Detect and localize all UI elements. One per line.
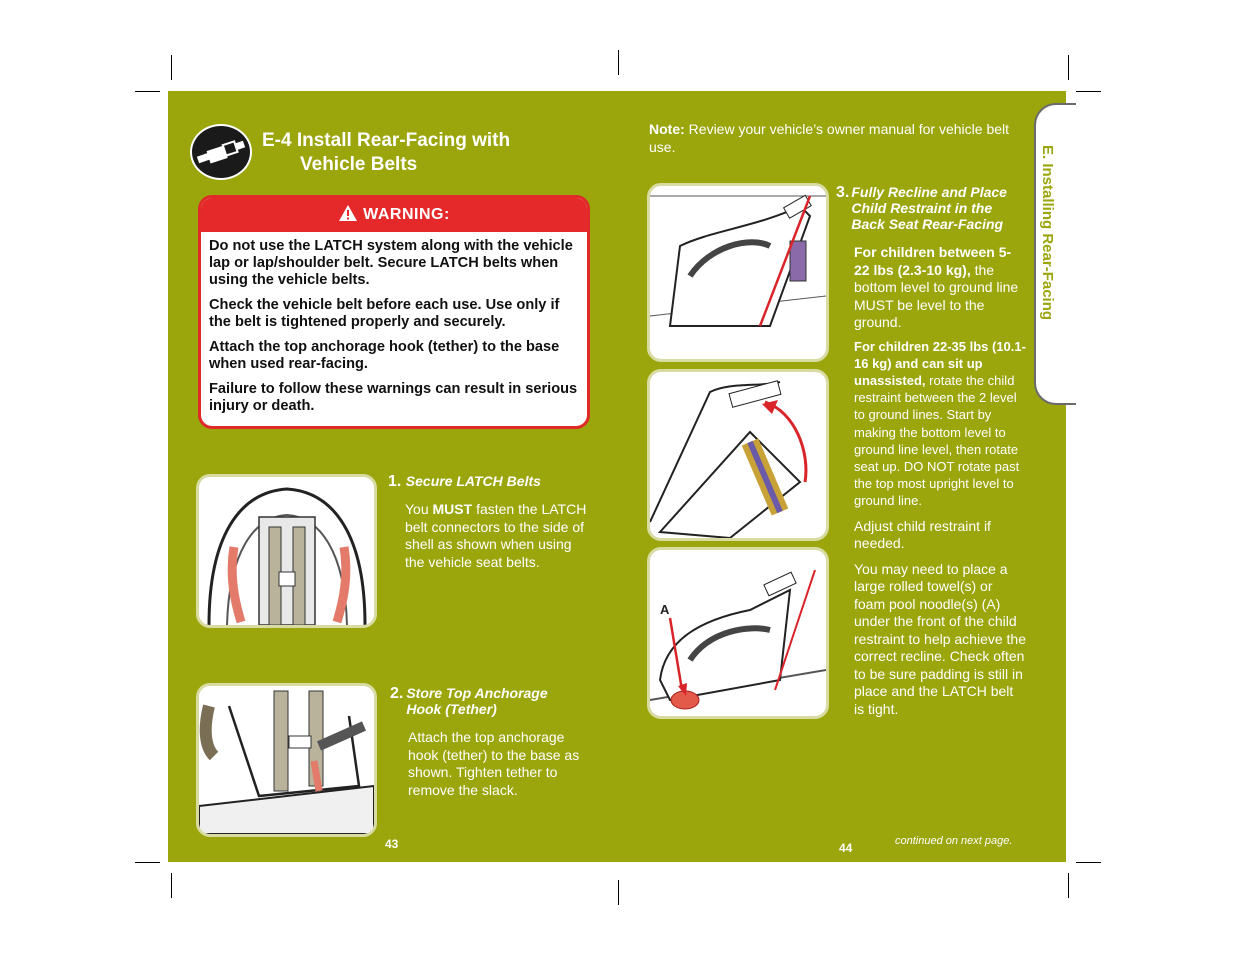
crop-mark — [135, 91, 160, 92]
note — [649, 121, 1009, 156]
section-title — [262, 129, 582, 177]
step3-title-line1: Fully Recline and Place — [851, 184, 1007, 200]
step3-number: 3. — [836, 184, 850, 201]
step2-number: 2. — [390, 685, 404, 702]
step3-para1-bold: For children between 5-22 lbs (2.3-10 kg), — [854, 244, 1012, 278]
tether-hook-illustration — [196, 683, 377, 837]
step2-title-line1: Store Top Anchorage — [406, 685, 548, 701]
page-number-right: 44 — [839, 841, 853, 855]
crop-mark — [171, 873, 172, 898]
crop-mark — [171, 55, 172, 80]
warning-body — [201, 232, 587, 415]
warning-header — [201, 198, 587, 232]
step2-title-line2: Hook (Tether) — [406, 701, 497, 717]
step1-number: 1. — [388, 473, 402, 490]
crop-mark — [1068, 55, 1069, 80]
crop-mark — [618, 50, 619, 75]
crop-mark — [1068, 873, 1069, 898]
crop-mark — [1076, 91, 1101, 92]
warning-heading: WARNING: — [363, 206, 450, 223]
step3-para1 — [836, 244, 1026, 332]
step2 — [390, 685, 590, 799]
continued-note: continued on next page. — [895, 835, 1013, 847]
step1-body — [388, 501, 588, 571]
note-text: Review your vehicle’s owner manual for vehicle belt use. — [649, 121, 1010, 155]
step1-body-bold: MUST — [432, 501, 473, 517]
recline-illustration-1 — [647, 183, 829, 362]
seatbelt-icon — [190, 124, 252, 180]
step2-body: Attach the top anchorage hook (tether) to the base as shown. Tighten tether to remove the slack. — [408, 729, 580, 798]
recline-illustration-2 — [647, 369, 829, 541]
label-a: A — [660, 602, 670, 617]
left-page — [168, 91, 617, 862]
step3-para1-text: the bottom level to ground line MUST be level to the ground. — [854, 261, 1019, 330]
note-label: Note: — [649, 121, 685, 137]
crop-mark — [1076, 862, 1101, 863]
step1-body-pre: You — [405, 501, 433, 517]
title-line1: Install Rear-Facing with — [296, 130, 511, 151]
crop-mark — [618, 880, 619, 905]
manual-spread — [168, 91, 1066, 862]
latch-connector-illustration — [196, 474, 377, 628]
warning-paragraph: Failure to follow these warnings can result in serious injury or death. — [209, 381, 578, 414]
section-side-tab — [1034, 103, 1076, 405]
step3-para4: You may need to place a large rolled towel(s) or foam pool noodle(s) (A) under the front of the child restraint to help achieve the correct recline. Check often to be sure padding is still in place and the LATCH belt is tight. — [854, 560, 1026, 717]
step3-para3: Adjust child restraint if needed. — [854, 517, 991, 552]
warning-paragraph: Attach the top anchorage hook (tether) to the base when used rear-facing. — [209, 339, 560, 372]
warning-box — [198, 195, 590, 429]
step1-body-post: fasten the LATCH belt connectors to the side of shell as shown when using the vehicle seat belts. — [405, 501, 587, 570]
step3-para2-text: rotate the child restraint between the 2 level to ground lines. Start by making the bottom level to ground line level, then rotate seat up. DO NOT rotate past the top most upright level to ground line. — [854, 372, 1020, 509]
step3-para2 — [836, 338, 1026, 510]
step3-title-line2: Child Restraint in the — [851, 200, 993, 216]
step1 — [388, 473, 588, 571]
warning-paragraph: Check the vehicle belt before each use. Use only if the belt is tightened properly and securely. — [209, 297, 560, 330]
right-page — [617, 91, 1066, 862]
warning-triangle-icon — [338, 204, 358, 222]
step3 — [836, 184, 1062, 718]
step3-title-line3: Back Seat Rear-Facing — [851, 216, 1004, 232]
crop-mark — [135, 862, 160, 863]
page-number-left: 43 — [385, 837, 399, 851]
towel-padding-illustration — [647, 547, 829, 719]
section-code: E-4 — [262, 130, 292, 151]
step1-title: Secure LATCH Belts — [405, 473, 541, 489]
step3-para2-bold: For children 22-35 lbs (10.1-16 kg) and can sit up unassisted, — [854, 338, 1026, 388]
side-tab-label: E. Installing Rear-Facing — [1039, 145, 1056, 321]
warning-paragraph: Do not use the LATCH system along with the vehicle lap or lap/shoulder belt. Secure LATCH belts when using the vehicle belts. — [209, 238, 573, 288]
title-line2: Vehicle Belts — [300, 154, 418, 175]
